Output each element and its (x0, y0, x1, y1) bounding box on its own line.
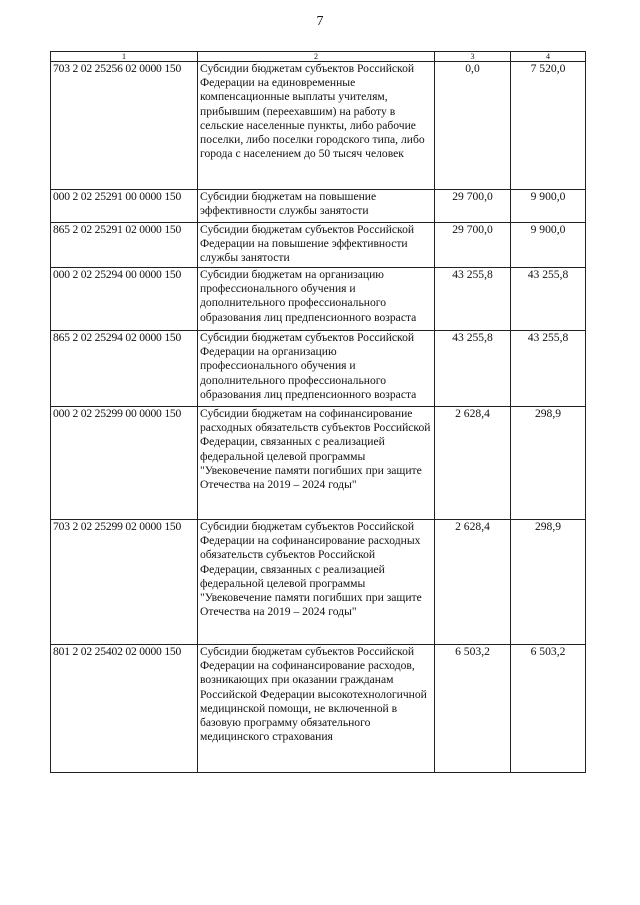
amount-col3: 2 628,4 (435, 407, 511, 520)
item-name: Субсидии бюджетам на организацию профессионального обучения и дополнительного профессионального образования лиц предпенсионного возраста (198, 268, 435, 331)
table-row (51, 268, 586, 331)
budget-code: 801 2 02 25402 02 0000 150 (51, 645, 198, 773)
item-name: Субсидии бюджетам субъектов Российской Федерации на софинансирование расходов, возникающих при оказании гражданам Российской Федерации высокотехнологичной медицинской помощи, не включенной в базовую программу обязательного медицинского страхования (198, 645, 435, 773)
budget-table (50, 51, 586, 773)
budget-code: 703 2 02 25299 02 0000 150 (51, 520, 198, 645)
budget-code: 000 2 02 25291 00 0000 150 (51, 190, 198, 223)
column-header: 4 (511, 52, 586, 62)
table-row (51, 223, 586, 268)
table-row (51, 190, 586, 223)
item-name: Субсидии бюджетам субъектов Российской Федерации на повышение эффективности службы занятости (198, 223, 435, 268)
budget-code: 000 2 02 25299 00 0000 150 (51, 407, 198, 520)
amount-col3: 29 700,0 (435, 190, 511, 223)
item-name: Субсидии бюджетам субъектов Российской Федерации на единовременные компенсационные выплаты учителям, прибывшим (переехавшим) на работу в сельские населенные пункты, либо рабочие поселки, либо поселки городского типа, либо города с населением до 50 тысяч человек (198, 62, 435, 190)
amount-col4: 7 520,0 (511, 62, 586, 190)
amount-col3: 6 503,2 (435, 645, 511, 773)
amount-col4: 298,9 (511, 520, 586, 645)
amount-col3: 0,0 (435, 62, 511, 190)
amount-col4: 298,9 (511, 407, 586, 520)
column-header: 3 (435, 52, 511, 62)
amount-col4: 43 255,8 (511, 268, 586, 331)
header-row (51, 52, 586, 62)
table-row (51, 407, 586, 520)
amount-col3: 2 628,4 (435, 520, 511, 645)
item-name: Субсидии бюджетам субъектов Российской Федерации на организацию профессионального обучения и дополнительного профессионального образования лиц предпенсионного возраста (198, 331, 435, 407)
column-header: 1 (51, 52, 198, 62)
table-row (51, 520, 586, 645)
item-name: Субсидии бюджетам на повышение эффективности службы занятости (198, 190, 435, 223)
item-name: Субсидии бюджетам субъектов Российской Федерации на софинансирование расходных обязательств субъектов Российской Федерации, связанных с реализацией федеральной целевой программы "Увековечение памяти погибших при защите Отечества на 2019 – 2024 годы" (198, 520, 435, 645)
table-row (51, 62, 586, 190)
budget-code: 865 2 02 25291 02 0000 150 (51, 223, 198, 268)
table-row (51, 331, 586, 407)
item-name: Субсидии бюджетам на софинансирование расходных обязательств субъектов Российской Федерации, связанных с реализацией федеральной целевой программы "Увековечение памяти погибших при защите Отечества на 2019 – 2024 годы" (198, 407, 435, 520)
amount-col4: 6 503,2 (511, 645, 586, 773)
amount-col3: 43 255,8 (435, 268, 511, 331)
page-number: 7 (316, 14, 324, 29)
budget-code: 703 2 02 25256 02 0000 150 (51, 62, 198, 190)
amount-col4: 9 900,0 (511, 223, 586, 268)
amount-col3: 29 700,0 (435, 223, 511, 268)
amount-col4: 9 900,0 (511, 190, 586, 223)
table-row (51, 645, 586, 773)
amount-col3: 43 255,8 (435, 331, 511, 407)
budget-code: 865 2 02 25294 02 0000 150 (51, 331, 198, 407)
amount-col4: 43 255,8 (511, 331, 586, 407)
column-header: 2 (198, 52, 435, 62)
budget-code: 000 2 02 25294 00 0000 150 (51, 268, 198, 331)
